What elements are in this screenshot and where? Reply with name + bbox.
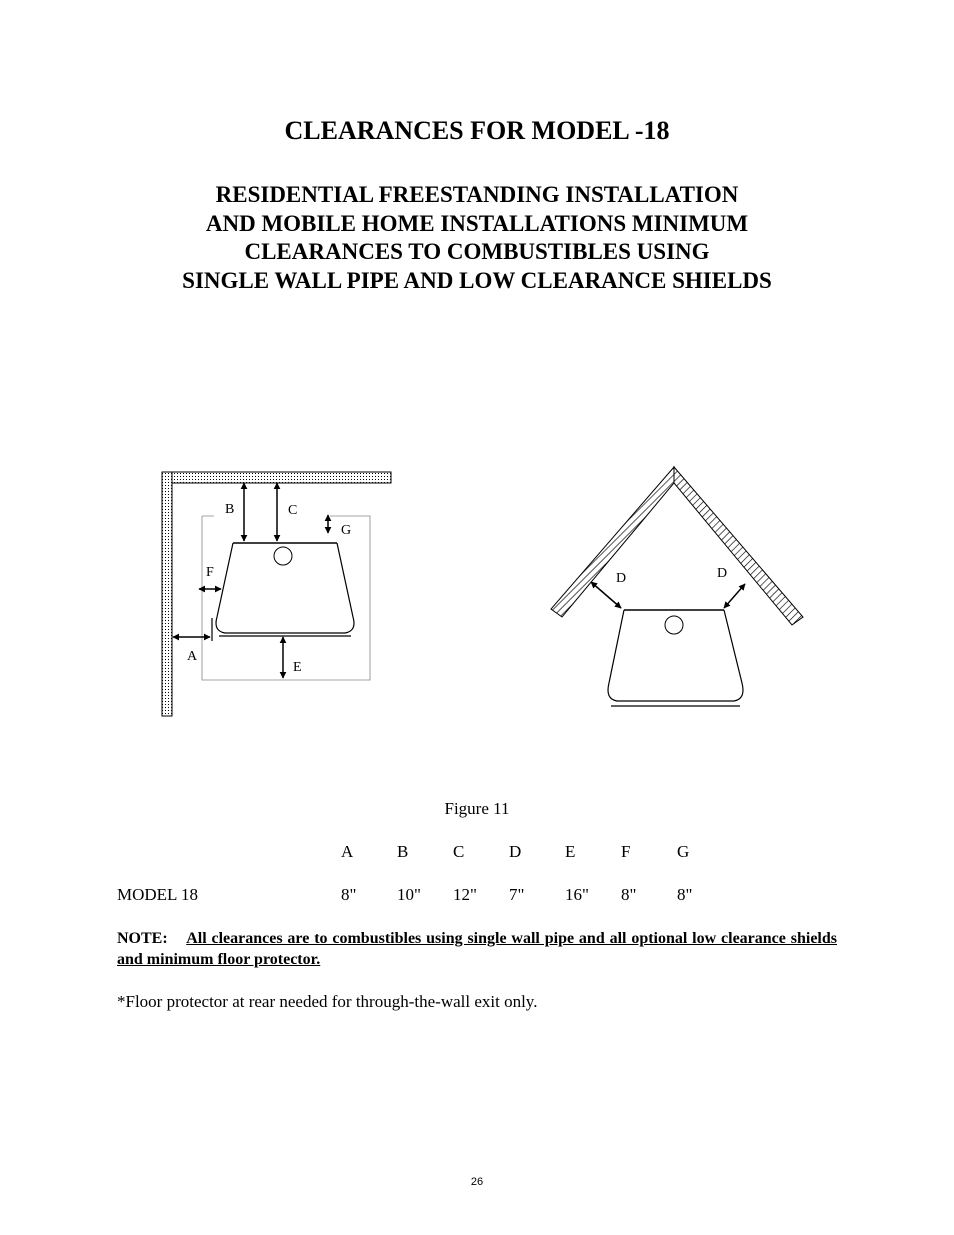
label-d: D <box>616 571 627 586</box>
row-label: MODEL 18 <box>117 885 199 904</box>
note <box>117 928 837 970</box>
stove-body <box>216 543 354 633</box>
note-text: All clearances are to combustibles using single wall pipe and all optional low clearance shields and minimum floor protector. <box>117 930 837 968</box>
ceiling-wall <box>172 472 391 483</box>
left-diagram <box>162 472 391 716</box>
table-cell: 8" <box>341 885 357 904</box>
flue-collar <box>274 547 292 565</box>
figure-caption: Figure 11 <box>444 799 510 818</box>
table-header: A <box>341 842 354 861</box>
floor-protector-outline <box>202 516 370 680</box>
label-e: E <box>293 660 302 675</box>
table-cell: 12" <box>453 885 477 904</box>
label-b: B <box>225 502 235 517</box>
page-title: CLEARANCES FOR MODEL -18 <box>284 116 670 145</box>
label-g: G <box>341 523 352 538</box>
table-cell: 16" <box>565 885 589 904</box>
label-f: F <box>206 565 214 580</box>
label-c: C <box>288 503 298 518</box>
table-header: C <box>453 842 465 861</box>
right-diagram <box>551 467 803 706</box>
side-wall <box>162 472 172 716</box>
left-corner-wall <box>551 467 674 617</box>
table-cell: 7" <box>509 885 525 904</box>
footnote: *Floor protector at rear needed for through-the-wall exit only. <box>117 992 538 1011</box>
label-a: A <box>187 649 198 664</box>
table-cell: 8" <box>621 885 637 904</box>
note-label: NOTE: <box>117 930 168 947</box>
subtitle-line: AND MOBILE HOME INSTALLATIONS MINIMUM <box>205 210 749 236</box>
table-header: E <box>565 842 576 861</box>
subtitle-line: RESIDENTIAL FREESTANDING INSTALLATION <box>215 182 739 207</box>
arrow-d-right <box>724 584 745 608</box>
flue-collar <box>665 616 683 634</box>
table-cell: 10" <box>397 885 421 904</box>
table-header: D <box>509 842 522 861</box>
table-header: B <box>397 842 409 861</box>
page-subtitle <box>0 181 954 295</box>
table-header: F <box>621 842 631 861</box>
table-cell: 8" <box>677 885 693 904</box>
right-corner-wall <box>674 467 803 625</box>
page-number: 26 <box>470 1176 484 1188</box>
subtitle-line: SINGLE WALL PIPE AND LOW CLEARANCE SHIELDS <box>182 267 772 293</box>
table-header: G <box>677 842 690 861</box>
subtitle-line: CLEARANCES TO COMBUSTIBLES USING <box>244 239 710 264</box>
label-d: D <box>717 566 728 581</box>
stove-body <box>608 610 743 701</box>
clearance-figure <box>0 455 954 735</box>
